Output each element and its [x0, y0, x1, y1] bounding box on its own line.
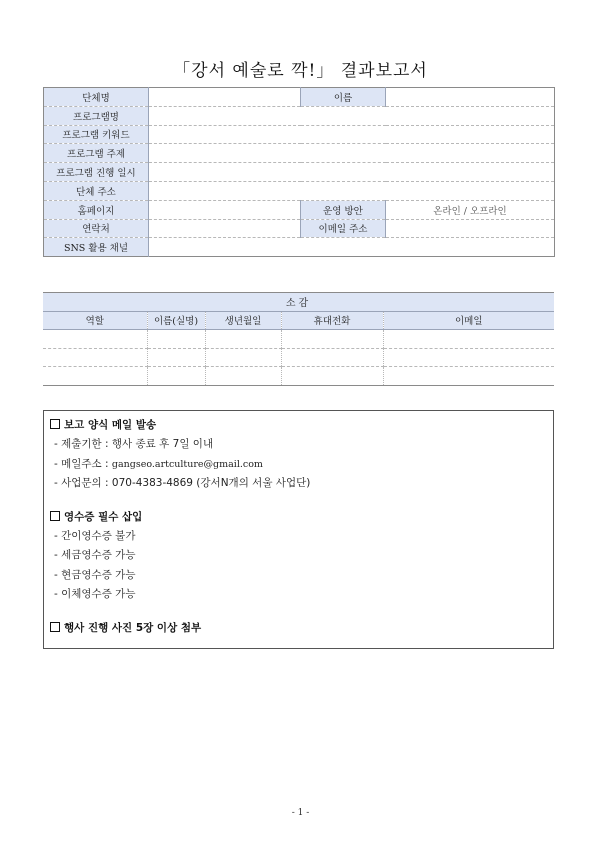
- program-date-field[interactable]: [149, 163, 555, 182]
- notice-item-transfer-receipt: - 이체영수증 가능: [54, 588, 136, 600]
- info-table: [43, 87, 555, 257]
- checkbox-icon: [50, 622, 60, 632]
- info-row-program-name: [44, 106, 555, 125]
- column-header-name: 이름(실명): [147, 311, 205, 330]
- contact-label: 연락처: [44, 219, 149, 238]
- notice-section-email: [50, 415, 547, 435]
- notice-item-tax-receipt: - 세금영수증 가능: [54, 549, 136, 561]
- role-cell[interactable]: [43, 348, 147, 367]
- birthdate-cell[interactable]: [205, 330, 281, 349]
- birthdate-cell[interactable]: [205, 348, 281, 367]
- group-name-field[interactable]: [149, 88, 301, 107]
- sns-label: SNS 활용 채널: [44, 238, 149, 257]
- notice-item-cash-receipt: - 현금영수증 가능: [54, 568, 136, 581]
- document-title: 「강서 예술로 깍!」 결과보고서: [173, 61, 428, 81]
- column-header-mobile: 휴대전화: [281, 311, 383, 330]
- group-address-field[interactable]: [149, 181, 555, 200]
- table-row: [43, 348, 554, 367]
- name-cell[interactable]: [147, 348, 205, 367]
- review-caption-row: [43, 293, 554, 312]
- program-theme-field[interactable]: [149, 144, 555, 163]
- info-row-sns: [44, 238, 555, 257]
- column-header-birthdate: 생년월일: [205, 311, 281, 330]
- email-cell[interactable]: [383, 330, 554, 349]
- notice-item-deadline: - 제출기한 : 행사 종료 후 7일 이내: [54, 438, 214, 450]
- birthdate-cell[interactable]: [205, 367, 281, 386]
- notice-box: [43, 410, 554, 649]
- checkbox-icon: [50, 419, 60, 429]
- checkbox-icon: [50, 511, 60, 521]
- operation-value[interactable]: 온라인 / 오프라인: [386, 200, 555, 219]
- name-field[interactable]: [386, 88, 555, 107]
- email-field[interactable]: [386, 219, 555, 238]
- notice-email-address[interactable]: gangseo.artculture@gmail.com: [111, 458, 263, 470]
- email-cell[interactable]: [383, 348, 554, 367]
- group-name-label: 단체명: [44, 88, 149, 107]
- name-cell[interactable]: [147, 367, 205, 386]
- email-label: 이메일 주소: [301, 219, 386, 238]
- table-row: [43, 330, 554, 349]
- column-header-email: 이메일: [383, 311, 554, 330]
- program-name-label: 프로그램명: [44, 106, 149, 125]
- info-row-contact: [44, 219, 555, 238]
- page-number: - 1 -: [291, 808, 310, 818]
- info-row-group: [44, 88, 555, 107]
- program-date-label: 프로그램 진행 일시: [44, 163, 149, 182]
- notice-item-simple-receipt: - 간이영수증 불가: [54, 529, 136, 542]
- homepage-label: 홈페이지: [44, 200, 149, 219]
- operation-label: 운영 방안: [301, 200, 386, 219]
- role-cell[interactable]: [43, 367, 147, 386]
- program-keyword-label: 프로그램 키워드: [44, 125, 149, 144]
- info-row-homepage: [44, 200, 555, 219]
- notice-item-email: [50, 455, 547, 475]
- homepage-field[interactable]: [149, 200, 301, 219]
- notice-section-title: 영수증 필수 삽입: [64, 510, 143, 523]
- notice-section-title: 보고 양식 메일 발송: [64, 419, 157, 431]
- info-row-program-theme: [44, 144, 555, 163]
- notice-section-photos: [50, 618, 547, 638]
- role-cell[interactable]: [43, 330, 147, 349]
- review-caption: 소감: [43, 293, 554, 312]
- info-row-program-keyword: [44, 125, 555, 144]
- review-header-row: [43, 311, 554, 330]
- name-label: 이름: [301, 88, 386, 107]
- notice-section-receipt: [50, 507, 547, 527]
- notice-item-inquiry: - 사업문의 : 070-4383-4869 (강서N개의 서울 사업단): [54, 477, 311, 489]
- info-row-group-address: [44, 181, 555, 200]
- mobile-cell[interactable]: [281, 348, 383, 367]
- email-cell[interactable]: [383, 367, 554, 386]
- review-table: [43, 292, 554, 386]
- table-row: [43, 367, 554, 386]
- program-name-field[interactable]: [149, 106, 555, 125]
- info-row-program-date: [44, 163, 555, 182]
- notice-item-email-prefix: - 메일주소 :: [54, 457, 112, 470]
- mobile-cell[interactable]: [281, 367, 383, 386]
- contact-field[interactable]: [149, 219, 301, 238]
- name-cell[interactable]: [147, 330, 205, 349]
- sns-field[interactable]: [149, 238, 555, 257]
- program-theme-label: 프로그램 주제: [44, 144, 149, 163]
- column-header-role: 역할: [43, 311, 147, 330]
- program-keyword-field[interactable]: [149, 125, 555, 144]
- notice-section-title: 행사 진행 사진 5장 이상 첨부: [64, 621, 202, 634]
- mobile-cell[interactable]: [281, 330, 383, 349]
- group-address-label: 단체 주소: [44, 181, 149, 200]
